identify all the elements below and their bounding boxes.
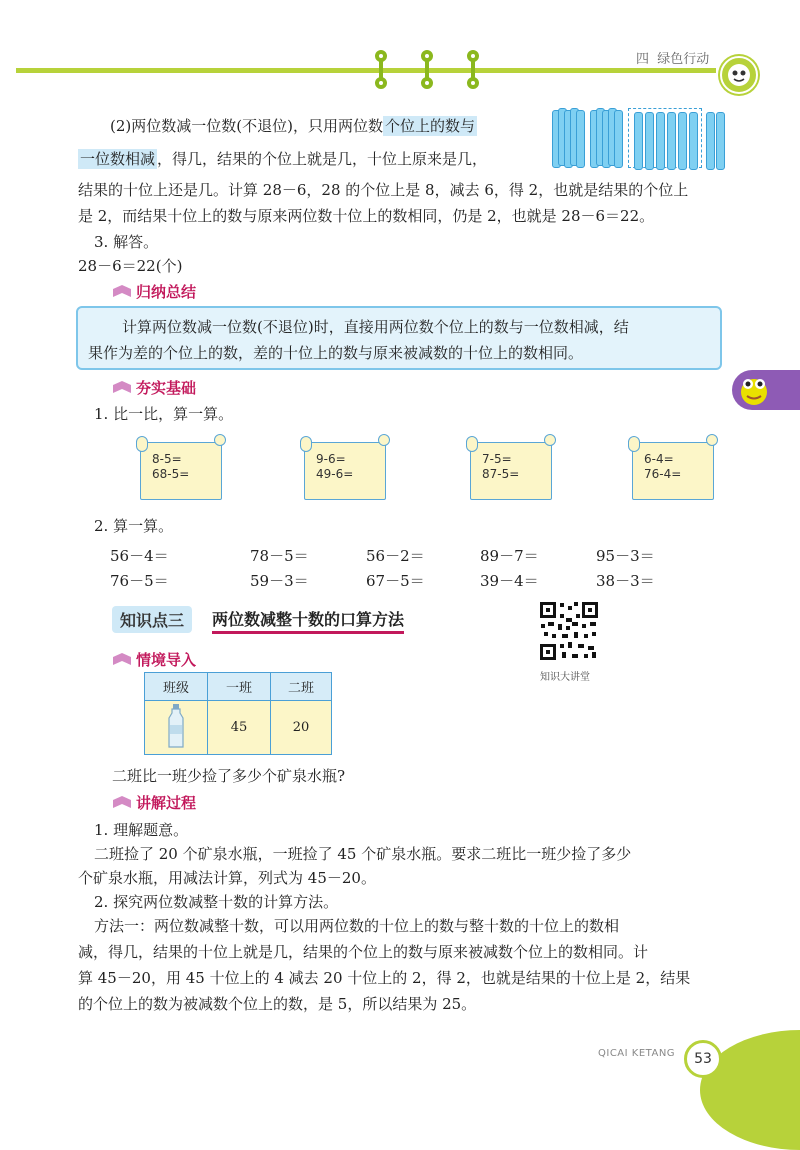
intro-text-a: (2)两位数减一位数(不退位)，只用两位数 <box>110 117 383 135</box>
intro-line-4: 是 2，而结果十位上的数与原来两位数十位上的数相同，仍是 2，也就是 28－6＝22。 <box>78 207 655 225</box>
bottle-cell <box>145 701 208 755</box>
method-line-3: 算 45－20，用 45 十位上的 4 减去 20 十位上的 2，得 2，也就是结果的十位上是 2，结果 <box>78 969 691 987</box>
calc-item: 95－3＝ <box>596 547 655 565</box>
water-bottle-icon <box>166 703 186 749</box>
scroll-3-expr-b: 87-5= <box>482 467 520 481</box>
calc-item: 67－5＝ <box>366 572 425 590</box>
scroll-1-expr-a: 8-5= <box>152 452 182 466</box>
binder-rings <box>372 50 482 90</box>
kp3-title: 两位数减整十数的口算方法 <box>212 607 404 634</box>
step-3: 3. 解答。 <box>94 233 159 251</box>
situation-question: 二班比一班少捡了多少个矿泉水瓶? <box>112 767 346 785</box>
table-header: 班级 <box>145 673 208 701</box>
qr-caption: 知识大讲堂 <box>540 672 590 683</box>
summary-line-1: 计算两位数减一位数(不退位)时，直接用两位数个位上的数与一位数相减，结 <box>122 318 629 336</box>
binder-rings-icon <box>372 50 482 90</box>
calc-item: 39－4＝ <box>480 572 539 590</box>
calc-item: 89－7＝ <box>480 547 539 565</box>
explain-title: 讲解过程 <box>136 794 197 812</box>
summary-box <box>76 306 722 370</box>
method-line-2: 减，得几，结果的十位上就是几，结果的个位上的数与原来被减数个位上的数相同。计 <box>78 943 649 961</box>
basics-title: 夯实基础 <box>136 379 197 397</box>
mascot-icon <box>720 56 758 94</box>
explain-step-2: 2. 探究两位数减整十数的计算方法。 <box>94 893 339 911</box>
book-icon <box>112 795 132 809</box>
question-1: 1. 比一比，算一算。 <box>94 405 234 423</box>
calc-item: 56－2＝ <box>366 547 425 565</box>
counting-rods-illustration <box>548 106 728 168</box>
scroll-3-expr-a: 7-5= <box>482 452 512 466</box>
table-cell: 45 <box>208 701 271 755</box>
book-icon <box>112 380 132 394</box>
situation-title: 情境导入 <box>136 651 197 669</box>
explain-step-1: 1. 理解题意。 <box>94 821 189 839</box>
book-icon <box>112 284 132 298</box>
frog-icon <box>734 370 774 410</box>
scroll-4-expr-b: 76-4= <box>644 467 682 481</box>
scroll-card-4 <box>628 436 714 498</box>
explain-line-1: 二班捡了 20 个矿泉水瓶，一班捡了 45 个矿泉水瓶。要求二班比一班少捡了多少 <box>94 845 632 863</box>
calc-item: 38－3＝ <box>596 572 655 590</box>
table-header: 二班 <box>271 673 332 701</box>
highlight-text-2: 一位数相减 <box>80 150 156 168</box>
calc-item: 56－4＝ <box>110 547 169 565</box>
highlight-text-1: 个位上的数与 <box>384 117 475 135</box>
calc-item: 76－5＝ <box>110 572 169 590</box>
scroll-card-2 <box>300 436 386 498</box>
method-line-4: 的个位上的数为被减数个位上的数，是 5，所以结果为 25。 <box>78 995 477 1013</box>
explain-line-2: 个矿泉水瓶，用减法计算，列式为 45－20。 <box>78 869 376 887</box>
scroll-card-1 <box>136 436 222 498</box>
chapter-label: 四 绿色行动 <box>636 52 710 67</box>
side-tab <box>732 370 800 410</box>
book-icon <box>112 652 132 666</box>
calc-item: 78－5＝ <box>250 547 309 565</box>
method-line-1: 方法一：两位数减整十数，可以用两位数的十位上的数与整十数的十位上的数相 <box>94 917 620 935</box>
footer-brand: QICAI KETANG <box>598 1048 676 1059</box>
scroll-card-3 <box>466 436 552 498</box>
calc-item: 59－3＝ <box>250 572 309 590</box>
summary-title: 归纳总结 <box>136 283 197 301</box>
qr-code-icon <box>538 600 600 662</box>
table-cell: 20 <box>271 701 332 755</box>
header-bar <box>16 68 716 73</box>
page-number: 53 <box>684 1040 722 1078</box>
answer: 28－6＝22(个) <box>78 257 183 275</box>
table-header: 一班 <box>208 673 271 701</box>
scroll-2-expr-a: 9-6= <box>316 452 346 466</box>
summary-line-2: 果作为差的个位上的数，差的十位上的数与原来被减数的十位上的数相同。 <box>88 344 584 362</box>
scroll-4-expr-a: 6-4= <box>644 452 674 466</box>
question-2: 2. 算一算。 <box>94 517 174 535</box>
class-table <box>144 672 332 755</box>
kp3-badge: 知识点三 <box>112 606 192 633</box>
scroll-1-expr-b: 68-5= <box>152 467 190 481</box>
qr-code <box>538 600 600 662</box>
scroll-2-expr-b: 49-6= <box>316 467 354 481</box>
intro-text-b: ，得几，结果的个位上就是几，十位上原来是几， <box>157 150 488 168</box>
intro-line-3: 结果的十位上还是几。计算 28－6，28 的个位上是 8，减去 6，得 2，也就是结果的个位上 <box>78 181 689 199</box>
